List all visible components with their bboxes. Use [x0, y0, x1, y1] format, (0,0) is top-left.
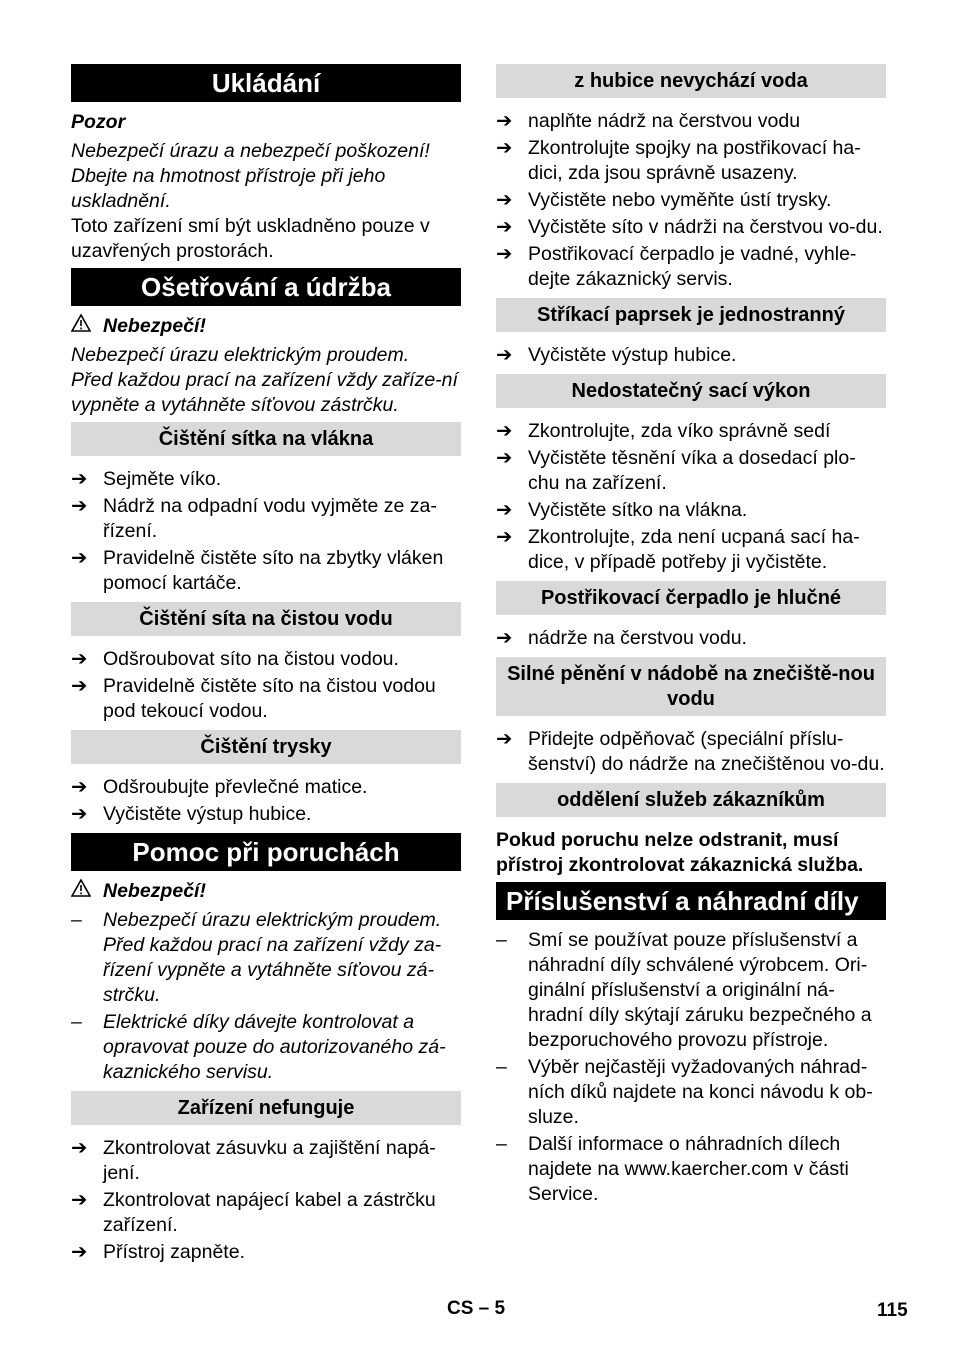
list-item: – Nebezpečí úrazu elektrickým proudem. Před každou prací na zařízení vždy za-řízení vypněte a vytáhněte síťovou zá-strčku. [71, 909, 442, 1006]
list-item: ➔ nádrže na čerstvou vodu. [496, 627, 747, 649]
arrow-icon: ➔ [496, 243, 513, 265]
subheading-cisteni-sitka: Čištění sítka na vlákna [71, 422, 461, 456]
warning-triangle-icon [71, 879, 93, 904]
danger-text: Před každou prací na zařízení vždy zaříze-ní vypněte a vytáhněte síťovou zástrčku. [71, 369, 458, 416]
danger-label: Nebezpečí! [103, 315, 206, 337]
arrow-icon: ➔ [71, 776, 88, 798]
list-item: ➔ Pravidelně čistěte síto na zbytky vláken pomocí kartáče. [71, 547, 444, 594]
list-item: – Elektrické díky dávejte kontrolovat a opravovat pouze do autorizovaného zá-kaznického servisu. [71, 1011, 446, 1083]
list-item: ➔ Přidejte odpěňovač (speciální příslu-šenství) do nádrže na znečištěnou vo-du. [496, 728, 885, 775]
subheading-cisteni-trysky: Čištění trysky [71, 730, 461, 764]
instruction-list [496, 343, 886, 368]
arrow-icon: ➔ [71, 675, 88, 697]
service-text: Pokud poruchu nelze odstranit, musí přístroj zkontrolovat zákaznická služba. [496, 829, 864, 876]
arrow-icon: ➔ [496, 447, 513, 469]
instruction-list [71, 775, 461, 827]
accessory-list [496, 928, 886, 1207]
list-item: ➔ Postřikovací čerpadlo je vadné, vyhle-dejte zákaznický servis. [496, 243, 857, 290]
danger-text: Nebezpečí úrazu elektrickým proudem. [71, 344, 410, 366]
subheading-peneni: Silné pěnění v nádobě na znečiště-nou vodu [496, 657, 886, 716]
arrow-icon: ➔ [71, 495, 88, 517]
danger-warning [71, 879, 461, 904]
instruction-list [496, 626, 886, 651]
list-item: – Výběr nejčastěji vyžadovaných náhrad-ních díků najdete na konci návodu k ob-sluze. [496, 1056, 873, 1128]
subheading-nevychazi: z hubice nevychází voda [496, 64, 886, 98]
list-item: ➔ Odšroubujte převlečné matice. [71, 776, 368, 798]
list-item: – Smí se používat pouze příslušenství a náhradní díly schválené výrobcem. Ori-ginální příslušenství a originální ná-hradní díly skýtají záruku bezpečného a bezporuchového provozu přístroje. [496, 929, 872, 1051]
dash-marker: – [71, 909, 82, 931]
arrow-icon: ➔ [71, 648, 88, 670]
section-heading-osetrovani: Ošetřování a údržba [71, 268, 461, 306]
arrow-icon: ➔ [496, 110, 513, 132]
arrow-icon: ➔ [496, 728, 513, 750]
danger-warning [71, 314, 461, 339]
section-heading-prislusenstvi: Příslušenství a náhradní díly [496, 882, 886, 920]
arrow-icon: ➔ [496, 189, 513, 211]
arrow-icon: ➔ [496, 137, 513, 159]
dash-marker: – [496, 929, 507, 951]
list-item: ➔ Sejměte víko. [71, 468, 222, 490]
instruction-list [496, 419, 886, 575]
arrow-icon: ➔ [71, 1241, 88, 1263]
caution-text: Nebezpečí úrazu a nebezpečí poškození! [71, 140, 430, 162]
arrow-icon: ➔ [71, 803, 88, 825]
arrow-icon: ➔ [71, 1189, 88, 1211]
arrow-icon: ➔ [496, 216, 513, 238]
footer-language-page: CS – 5 [447, 1298, 506, 1319]
subheading-cisteni-sita: Čištění síta na čistou vodu [71, 602, 461, 636]
danger-label: Nebezpečí! [103, 880, 206, 902]
list-item: ➔ Vyčistěte těsnění víka a dosedací plo-chu na zařízení. [496, 447, 856, 494]
subheading-saci-vykon: Nedostatečný sací výkon [496, 374, 886, 408]
subheading-jednostranny: Stříkací paprsek je jednostranný [496, 298, 886, 332]
arrow-icon: ➔ [496, 499, 513, 521]
instruction-list [71, 467, 461, 596]
list-item: ➔ Zkontrolujte, zda víko správně sedí [496, 420, 831, 442]
instruction-list [496, 109, 886, 292]
danger-list [71, 908, 461, 1085]
arrow-icon: ➔ [71, 547, 88, 569]
section-heading-pomoc: Pomoc při poruchách [71, 833, 461, 871]
list-item: ➔ Vyčistěte výstup hubice. [496, 344, 737, 366]
right-column [496, 64, 886, 1209]
footer-page-number: 115 [877, 1300, 908, 1321]
caution-label: Pozor [71, 111, 126, 133]
arrow-icon: ➔ [496, 344, 513, 366]
instruction-list [496, 727, 886, 777]
list-item: ➔ Zkontrolovat zásuvku a zajištění napá-jení. [71, 1137, 436, 1184]
arrow-icon: ➔ [496, 526, 513, 548]
left-column [71, 64, 461, 1267]
list-item: ➔ Zkontrolujte, zda není ucpaná sací ha-dice, v případě potřeby ji vyčistěte. [496, 526, 860, 573]
instruction-list [71, 647, 461, 724]
subheading-hlucne: Postřikovací čerpadlo je hlučné [496, 581, 886, 615]
list-item: ➔ Nádrž na odpadní vodu vyjměte ze za-řízení. [71, 495, 437, 542]
list-item: ➔ Pravidelně čistěte síto na čistou vodou pod tekoucí vodou. [71, 675, 436, 722]
arrow-icon: ➔ [496, 420, 513, 442]
arrow-icon: ➔ [496, 627, 513, 649]
list-item: ➔ Vyčistěte výstup hubice. [71, 803, 312, 825]
list-item: ➔ naplňte nádrž na čerstvou vodu [496, 110, 801, 132]
dash-marker: – [71, 1011, 82, 1033]
list-item: ➔ Zkontrolujte spojky na postřikovací ha-dici, zda jsou správně usazeny. [496, 137, 861, 184]
list-item: ➔ Vyčistěte síto v nádrži na čerstvou vo-du. [496, 216, 883, 238]
list-item: ➔ Odšroubovat síto na čistou vodou. [71, 648, 399, 670]
arrow-icon: ➔ [71, 468, 88, 490]
list-item: ➔ Vyčistěte sítko na vlákna. [496, 499, 748, 521]
subheading-zakaznici: oddělení služeb zákazníkům [496, 783, 886, 817]
storage-text: Toto zařízení smí být uskladněno pouze v uzavřených prostorách. [71, 215, 430, 262]
arrow-icon: ➔ [71, 1137, 88, 1159]
list-item: ➔ Vyčistěte nebo vyměňte ústí trysky. [496, 189, 832, 211]
dash-marker: – [496, 1056, 507, 1078]
section-heading-ukladani: Ukládání [71, 64, 461, 102]
instruction-list [71, 1136, 461, 1265]
dash-marker: – [496, 1133, 507, 1155]
list-item: – Další informace o náhradních dílech najdete na www.kaercher.com v části Service. [496, 1133, 849, 1205]
warning-triangle-icon [71, 314, 93, 339]
list-item: ➔ Zkontrolovat napájecí kabel a zástrčku zařízení. [71, 1189, 436, 1236]
subheading-nefunguje: Zařízení nefunguje [71, 1091, 461, 1125]
caution-text: Dbejte na hmotnost přístroje při jeho uskladnění. [71, 165, 386, 212]
list-item: ➔ Přístroj zapněte. [71, 1241, 245, 1263]
